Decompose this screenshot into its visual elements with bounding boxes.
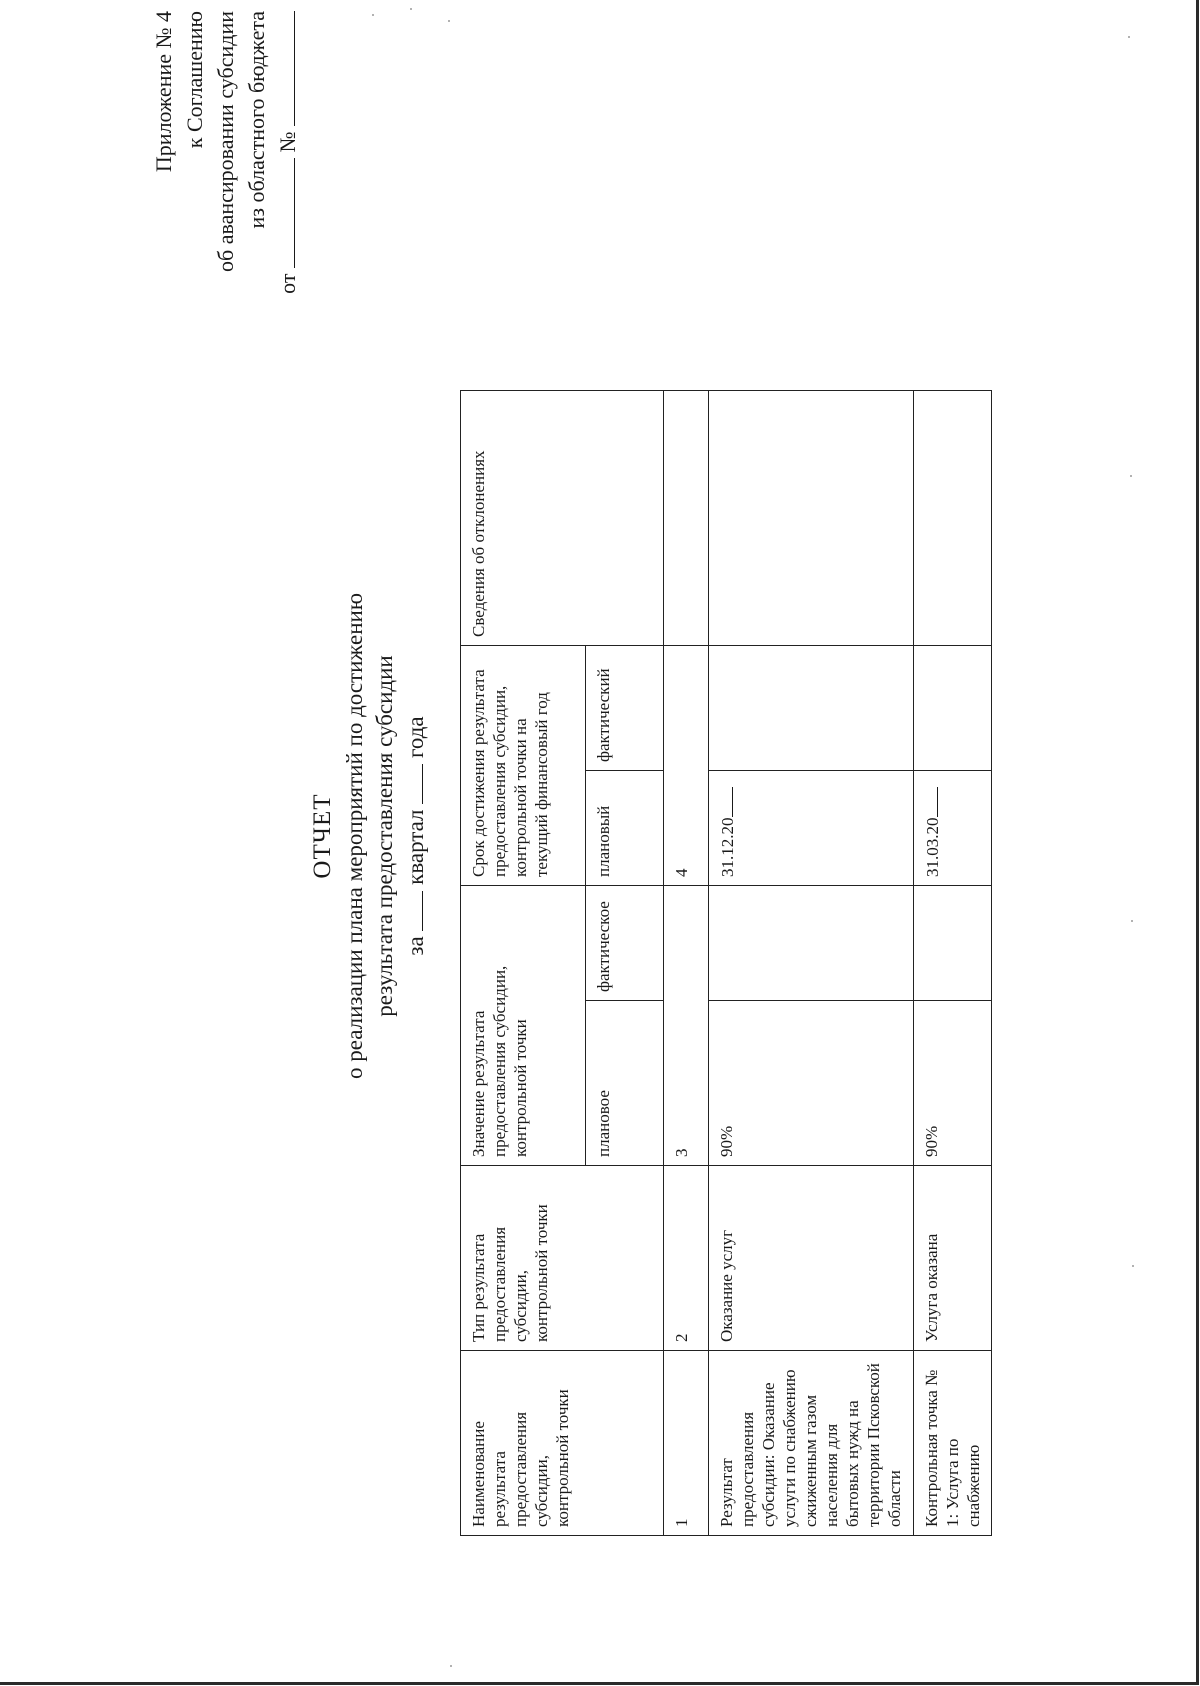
appendix-header bbox=[148, 11, 303, 301]
subheader-value-planned: плановое bbox=[586, 1001, 664, 1166]
quarter-blank bbox=[400, 891, 423, 931]
row-deadline-actual bbox=[914, 646, 992, 771]
row-value-planned: 90% bbox=[709, 1001, 914, 1166]
year-blank bbox=[400, 764, 423, 804]
report-period bbox=[400, 386, 431, 1286]
row-value-actual bbox=[709, 886, 914, 1001]
row-deadline-planned bbox=[914, 771, 992, 886]
report-heading: ОТЧЕТ bbox=[309, 793, 336, 879]
table-row bbox=[709, 391, 914, 1536]
period-quarter: квартал bbox=[403, 809, 428, 885]
number-sign: № bbox=[275, 131, 300, 153]
scan-speckle bbox=[410, 8, 412, 10]
scan-speckle bbox=[1128, 36, 1130, 38]
column-number: 1 bbox=[664, 1351, 709, 1536]
subheader-deadline-actual: фактический bbox=[586, 646, 664, 771]
period-prefix: за bbox=[403, 936, 428, 956]
subheader-deadline-planned: плановый bbox=[586, 771, 664, 886]
column-number: 4 bbox=[664, 646, 709, 886]
row-name: Результат предоставления субсидии: Оказание услуги по снабжению сжиженным газом населения для бытовых нужд на территории Псковской области bbox=[709, 1351, 914, 1536]
deadline-date: 31.03.20 bbox=[923, 817, 942, 877]
row-type: Услуга оказана bbox=[914, 1166, 992, 1351]
header-value: Значение результата предоставления субсидии, контрольной точки bbox=[461, 886, 586, 1166]
table-header-row bbox=[461, 391, 586, 1536]
header-type: Тип результата предоставления субсидии, контрольной точки bbox=[461, 1166, 664, 1351]
appendix-line-4: из областного бюджета bbox=[244, 11, 269, 229]
appendix-line-2: к Соглашению bbox=[182, 11, 207, 149]
year-suffix-blank bbox=[921, 788, 938, 818]
deadline-date: 31.12.20 bbox=[718, 817, 737, 877]
column-number-empty bbox=[664, 391, 709, 646]
scan-speckle bbox=[1132, 1265, 1134, 1267]
report-subtitle-1: о реализации плана мероприятий по достижению bbox=[342, 592, 367, 1080]
column-number-row bbox=[664, 391, 709, 1536]
report-subtitle-2: результата предоставления субсидии bbox=[372, 655, 397, 1017]
number-blank bbox=[272, 11, 295, 126]
row-value-actual bbox=[914, 886, 992, 1001]
column-number: 3 bbox=[664, 886, 709, 1166]
appendix-date-line bbox=[272, 11, 303, 301]
row-deviations bbox=[914, 391, 992, 646]
table-row bbox=[914, 391, 992, 1536]
subheader-value-actual: фактическое bbox=[586, 886, 664, 1001]
column-number: 2 bbox=[664, 1166, 709, 1351]
row-name: Контрольная точка № 1: Услуга по снабжению bbox=[914, 1351, 992, 1536]
row-value-planned: 90% bbox=[914, 1001, 992, 1166]
report-title bbox=[308, 386, 431, 1286]
row-type: Оказание услуг bbox=[709, 1166, 914, 1351]
scan-speckle bbox=[1130, 475, 1132, 477]
date-blank bbox=[272, 158, 295, 268]
year-suffix-blank bbox=[716, 788, 733, 818]
period-year: года bbox=[403, 716, 428, 758]
header-name: Наименование результата предоставления субсидии, контрольной точки bbox=[461, 1351, 664, 1536]
row-deadline-planned bbox=[709, 771, 914, 886]
report-table bbox=[460, 390, 992, 1536]
scan-speckle bbox=[372, 14, 374, 16]
appendix-line-1: Приложение № 4 bbox=[151, 11, 176, 173]
row-deadline-actual bbox=[709, 646, 914, 771]
scan-speckle bbox=[448, 20, 450, 22]
date-prefix: от bbox=[275, 273, 300, 294]
appendix-line-3: об авансировании субсидии bbox=[213, 11, 238, 272]
header-deadline: Срок достижения результата предоставления субсидии, контрольной точки на текущий финансовый год bbox=[461, 646, 586, 886]
row-deviations bbox=[709, 391, 914, 646]
scan-speckle bbox=[1131, 920, 1133, 922]
header-deviations: Сведения об отклонениях bbox=[461, 391, 664, 646]
scan-speckle bbox=[450, 1665, 452, 1667]
